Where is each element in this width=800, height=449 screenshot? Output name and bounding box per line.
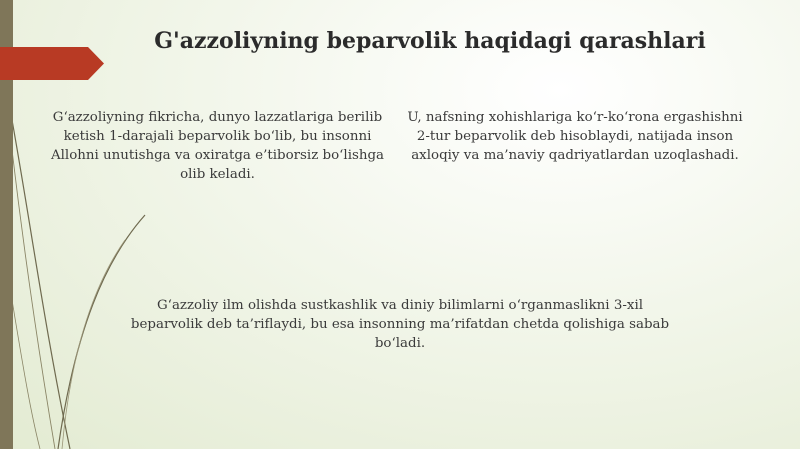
paragraph-second-type: U, nafsning xohishlariga ko‘r-ko‘rona ergashishni 2-tur beparvolik deb hisoblaydi, natijada inson axloqiy va ma’naviy qadriyatlardan uzoqlashadi. bbox=[407, 110, 743, 163]
slide-title: G'azzoliyning beparvolik haqidagi qarashlari bbox=[154, 28, 706, 54]
title-arrow-shape bbox=[0, 47, 104, 80]
paragraph-third-kind: G‘azzoliy ilm olishda sustkashlik va diniy bilimlarni o‘rganmaslikni 3-xil beparvolik deb ta’riflaydi, bu esa insonning ma’rifatdan chetda qolishiga sabab bo‘ladi. bbox=[130, 298, 670, 351]
paragraph-first-level: G‘azzoliyning fikricha, dunyo lazzatlariga berilib ketish 1-darajali beparvolik bo‘lib, bu insonni Allohni unutishga va oxiratga e’tiborsiz bo‘lishga olib keladi. bbox=[50, 110, 385, 182]
